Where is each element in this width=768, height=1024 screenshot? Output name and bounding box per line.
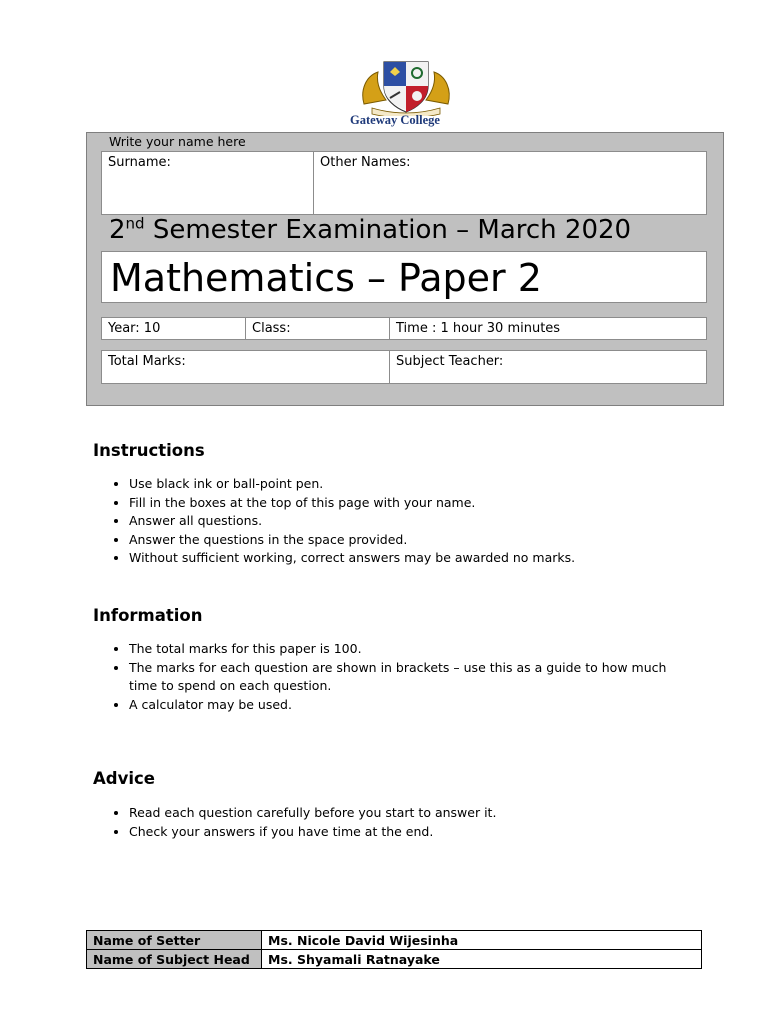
list-item: • The marks for each question are shown in brackets – use this as a guide to how much time to spend on each question. bbox=[129, 659, 689, 696]
list-item: • Fill in the boxes at the top of this page with your name. bbox=[129, 494, 575, 513]
information-heading: Information bbox=[93, 606, 203, 625]
total-marks-label: Total Marks: bbox=[108, 354, 186, 369]
surname-field[interactable] bbox=[101, 151, 314, 215]
surname-label: Surname: bbox=[108, 155, 171, 170]
subject-head-label: Name of Subject Head bbox=[87, 950, 262, 969]
class-field[interactable] bbox=[245, 317, 390, 340]
list-item: • Read each question carefully before you start to answer it. bbox=[129, 804, 496, 823]
staff-table bbox=[86, 930, 702, 969]
setter-label: Name of Setter bbox=[87, 931, 262, 950]
time-field bbox=[389, 317, 707, 340]
list-item: • Without sufficient working, correct answers may be awarded no marks. bbox=[129, 549, 575, 568]
name-hint: Write your name here bbox=[109, 134, 246, 149]
other-names-label: Other Names: bbox=[320, 155, 411, 170]
list-item: • Use black ink or ball-point pen. bbox=[129, 475, 575, 494]
instructions-list bbox=[110, 475, 575, 568]
list-item: • Answer all questions. bbox=[129, 512, 575, 531]
table-row bbox=[87, 950, 702, 969]
other-names-field[interactable] bbox=[313, 151, 707, 215]
exam-header-panel bbox=[86, 132, 724, 406]
year-field bbox=[101, 317, 246, 340]
total-marks-field[interactable] bbox=[101, 350, 390, 384]
information-list bbox=[110, 640, 689, 714]
subject-head-value: Ms. Shyamali Ratnayake bbox=[262, 950, 702, 969]
setter-value: Ms. Nicole David Wijesinha bbox=[262, 931, 702, 950]
class-label: Class: bbox=[252, 321, 291, 336]
semester-number: 2 bbox=[109, 215, 126, 245]
year-label: Year: 10 bbox=[108, 321, 161, 336]
semester-heading bbox=[109, 215, 631, 245]
table-row bbox=[87, 931, 702, 950]
instructions-heading: Instructions bbox=[93, 441, 205, 460]
semester-text: Semester Examination – March 2020 bbox=[144, 215, 632, 245]
list-item: • Check your answers if you have time at the end. bbox=[129, 823, 496, 842]
list-item: • Answer the questions in the space provided. bbox=[129, 531, 575, 550]
advice-list bbox=[110, 804, 496, 841]
paper-title: Mathematics – Paper 2 bbox=[101, 251, 707, 303]
subject-teacher-label: Subject Teacher: bbox=[396, 354, 504, 369]
time-label: Time : 1 hour 30 minutes bbox=[396, 321, 561, 336]
college-name: Gateway College bbox=[350, 113, 440, 127]
semester-ordinal: nd bbox=[125, 214, 145, 233]
list-item: • A calculator may be used. bbox=[129, 696, 689, 715]
subject-teacher-field[interactable] bbox=[389, 350, 707, 384]
list-item: • The total marks for this paper is 100. bbox=[129, 640, 689, 659]
advice-heading: Advice bbox=[93, 769, 155, 788]
